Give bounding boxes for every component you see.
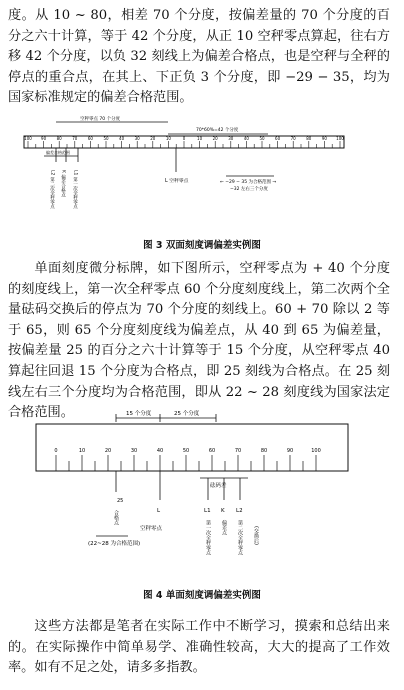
fig4-tick-label: 50 [182,448,190,454]
fig4-pass-num: 25 [117,498,124,504]
fig3-tick-label: 10 [197,136,203,141]
fig4-tick-label: 30 [130,448,138,454]
fig3-dim-left: 偏差合格范围 [46,150,70,155]
fig4-tick-label: 60 [208,448,216,454]
fig4-tick-label: 100 [311,448,321,454]
fig4-K: K [221,508,225,514]
fig3-range-label: ← −29 − 35 为合格范围 → [220,180,277,185]
fig4-L2: L2 [236,508,243,514]
fig3-tick-label: 20 [150,136,156,141]
fig3-tick-label: 60 [275,136,281,141]
fig4-tick-label: 70 [234,448,242,454]
fig3-tick-label: 50 [103,136,109,141]
fig4-tick-label: 20 [104,448,112,454]
fig4-scale-ticks [54,448,320,471]
paragraph-2: 单面刻度微分标牌，如下图所示，空秤零点为 + 40 个分度的刻度线上，第一次全秤零点 60 个分度刻度线上，第二次两个全量砝码交换后的停点为 70 个分度的刻线上。60 + 70 除以 2 等于 65，则 65 个分度刻度线为偏差点，从 40 到 65 为偏差量，按偏差量 25 的百分之六十计算等于 15 个分度，从空秤零点 40 算起往回退 15 个分度为合格点，即 25 刻线为合格点。在 25 刻线左右三个分度均为合格范围，即从 22 ~ 28 刻度线为国家法定合格范围。 [8,261,390,421]
fig4-K-text: 偏差点 [221,520,227,535]
figure-4-caption: 图 4 单面刻度调偏差实例图 [143,590,261,601]
fig3-tick-label: 100 [24,136,32,141]
figure-3-caption: 图 3 双面刻度调偏差实例图 [143,240,261,251]
fig3-dim-top: 空秤零点 70 个分度 [80,117,121,122]
fig4-tick-label: 0 [54,448,58,454]
fig3-tick-label: 90 [321,136,327,141]
fig3-tick-label: 10 [165,136,171,141]
paragraph-3: 这些方法都是笔者在实际工作中不断学习，摸索和总结出来的。在实际操作中简单易学、准确性较高，大大的提高了工作效率。如有不足之处，请多多指教。 [8,619,390,676]
fig4-L: L [157,508,161,514]
fig3-tick-label: 80 [306,136,312,141]
fig3-marker-L2: L2 第二次全秤零点 [49,170,55,209]
fig3-range-label2: −32 左右三个分度 [230,187,268,192]
fig3-marker-L: L 空秤零点 [165,179,189,184]
fig3-tick-label: 100 [336,136,344,141]
fig3-tick-label: 20 [212,136,218,141]
fig4-dim-15: 15 个分度 [126,411,152,417]
fig4-tick-label: 90 [286,448,294,454]
fig4-L1: L1 [204,508,211,514]
fig3-tick-label: 70 [72,136,78,141]
fig3-tick-label: 80 [56,136,62,141]
fig4-swap-note: (交换后) [253,526,259,545]
fig3-tick-label: 30 [228,136,234,141]
fig3-marker-L1: L1 第一次全秤零点 [72,170,78,209]
fig4-tick-label: 10 [78,448,86,454]
fig4-tick-label: 40 [156,448,164,454]
fig4-weight-diff: 砝码差 [210,483,227,489]
fig3-tick-label: 50 [259,136,265,141]
fig4-L2-text: 第二次全秤零点 [237,520,243,555]
fig3-marker-K: K 偏差合格点 [60,170,66,197]
fig4-tick-label: 80 [260,448,268,454]
paragraph-1: 度。从 10 ~ 80，相差 70 个分度，按偏差量的 70 个分度的百分之六十计算，等于 42 个分度，从正 10 空秤零点算起，往右方移 42 个分度，以负 32 刻线上为偏差合格点，也是空秤与全秤的停点的重合点，在其上、下正负 3 个分度，即 −29 − 35，均为国家标准规定的偏差合格范围。 [8,8,390,106]
fig3-dim-mid: 70*60%=42 个分度 [196,128,239,133]
fig3-tick-label: 90 [41,136,47,141]
fig3-tick-label: 40 [119,136,125,141]
fig4-range-label: (22~28 为合格范围) [88,541,141,547]
fig3-tick-label: 40 [243,136,249,141]
fig4-L-text: 空秤零点 [140,526,163,532]
fig3-tick-label: 30 [134,136,140,141]
fig3-tick-label: 60 [87,136,93,141]
fig4-dim-25: 25 个分度 [174,411,200,417]
fig3-tick-label: 0 [182,136,186,141]
fig3-tick-label: 70 [290,136,296,141]
fig4-L1-text: 第一次全秤零点 [205,520,211,555]
fig4-pass-label: 合格点 [113,510,119,525]
